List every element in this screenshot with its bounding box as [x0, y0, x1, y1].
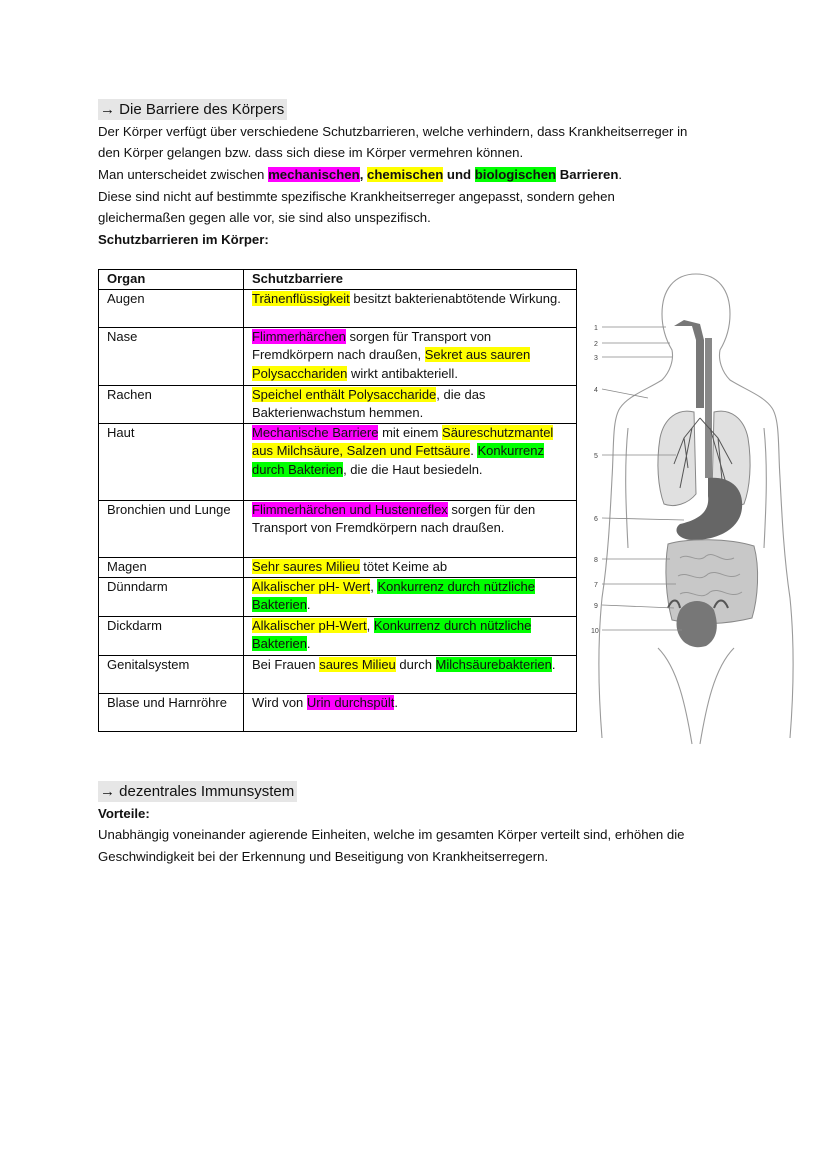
- advantages-subheading: Vorteile:: [98, 806, 150, 821]
- text-segment: .: [618, 167, 623, 182]
- text-segment: sorgen für Transport von Fremdkörpern nach draußen,: [252, 328, 492, 363]
- text-segment: ,: [366, 617, 374, 633]
- table-subheading: Schutzbarrieren im Körper:: [98, 232, 269, 247]
- highlighted-text: Konkurrenz durch nützliche Bakterien: [252, 617, 532, 652]
- table-row: [99, 423, 577, 500]
- section-heading-barrier: → Die Barriere des Körpers: [98, 99, 287, 120]
- figure-label: 7: [594, 582, 598, 589]
- table-row: [99, 655, 577, 693]
- text-segment: .: [394, 694, 398, 710]
- table-row: [99, 385, 577, 423]
- organ-cell: Dickdarm: [99, 616, 244, 655]
- organ-cell: Haut: [99, 423, 244, 500]
- table-row: [99, 557, 577, 577]
- text-segment: wirkt antibakteriell.: [347, 365, 458, 381]
- highlighted-text: Konkurrenz durch Bakterien: [252, 443, 544, 477]
- barrier-cell: [244, 693, 577, 731]
- text-segment: sorgen für den Transport von Fremdkörpern nach draußen.: [252, 501, 536, 536]
- figure-label: 6: [594, 516, 598, 523]
- barrier-cell: [244, 327, 577, 385]
- barrier-cell: [244, 616, 577, 655]
- organ-cell: Magen: [99, 557, 244, 577]
- highlighted-text: Sekret aus sauren Polysacchariden: [252, 347, 531, 381]
- human-body-diagram: [588, 268, 806, 746]
- highlighted-text: Flimmerhärchen und Hustenreflex: [252, 501, 448, 517]
- intro-line-5: gleichermaßen gegen alle vor, sie sind also unspezifisch.: [98, 210, 431, 225]
- pelvic-organ-shape: [677, 601, 717, 647]
- highlighted-text: Alkalischer pH- Wert: [252, 578, 371, 594]
- advantages-line-1: Unabhängig voneinander agierende Einheiten, welche im gesamten Körper verteilt sind, erhöhen die: [98, 827, 685, 842]
- text-segment: Wird von: [252, 694, 307, 710]
- highlighted-text: Alkalischer pH-Wert: [252, 617, 367, 633]
- intro-line-3: [98, 164, 738, 186]
- airway-shape: [674, 320, 704, 408]
- text-segment: Barrieren: [556, 167, 619, 182]
- text-segment: .: [551, 656, 556, 672]
- text-segment: , die das Bakterienwachstum hemmen.: [252, 386, 486, 421]
- text-segment: ,: [370, 578, 378, 594]
- table-row: [99, 500, 577, 557]
- text-segment: .: [306, 597, 311, 613]
- highlighted-text: Urin durchspült: [306, 694, 395, 710]
- intro-line-4: Diese sind nicht auf bestimmte spezifische Krankheitserreger angepasst, sondern gehen: [98, 189, 615, 204]
- text-segment: besitzt bakterienabtötende Wirkung.: [349, 290, 561, 306]
- text-segment: mit einem: [378, 424, 443, 440]
- figure-label: 10: [591, 628, 599, 635]
- barrier-cell: [244, 577, 577, 616]
- advantages-line-2: Geschwindigkeit bei der Erkennung und Beseitigung von Krankheitserregern.: [98, 849, 549, 864]
- term-mechanical: mechanischen: [268, 167, 360, 182]
- esophagus-shape: [705, 338, 712, 478]
- organ-cell: Bronchien und Lunge: [99, 500, 244, 557]
- barrier-cell: [244, 557, 577, 577]
- text-segment: und: [443, 167, 475, 182]
- organ-cell: Rachen: [99, 385, 244, 423]
- text-segment: , die die Haut besiedeln.: [343, 461, 483, 477]
- highlighted-text: Milchsäurebakterien: [435, 656, 552, 672]
- barrier-cell: [244, 385, 577, 423]
- organ-cell: Blase und Harnröhre: [99, 693, 244, 731]
- highlighted-text: Speichel enthält Polysaccharide: [252, 386, 437, 402]
- figure-label: 4: [594, 387, 598, 394]
- figure-label: 3: [594, 355, 598, 362]
- figure-label: 2: [594, 341, 598, 348]
- table-body: [99, 289, 577, 731]
- text-segment: .: [470, 443, 478, 459]
- header-barrier: Schutzbarriere: [244, 270, 577, 290]
- table-row: [99, 616, 577, 655]
- figure-label: 1: [594, 325, 598, 332]
- intro-line-2: den Körper gelangen bzw. dass sich diese im Körper vermehren können.: [98, 145, 524, 160]
- organ-cell: Genitalsystem: [99, 655, 244, 693]
- table-row: [99, 327, 577, 385]
- barrier-cell: [244, 289, 577, 327]
- figure-label: 9: [594, 603, 598, 610]
- organ-cell: Nase: [99, 327, 244, 385]
- text-segment: .: [306, 636, 311, 652]
- barrier-cell: [244, 500, 577, 557]
- table-row: [99, 289, 577, 327]
- highlighted-text: Tränenflüssigkeit: [252, 290, 350, 306]
- term-biological: biologischen: [474, 167, 557, 182]
- barrier-table: [98, 269, 577, 732]
- term-chemical: chemischen: [367, 167, 444, 182]
- left-lung-shape: [658, 411, 696, 505]
- text-segment: tötet Keime ab: [359, 558, 448, 574]
- table-row: [99, 693, 577, 731]
- highlighted-text: Flimmerhärchen: [252, 328, 346, 344]
- organ-cell: Augen: [99, 289, 244, 327]
- highlighted-text: Sehr saures Milieu: [252, 558, 360, 574]
- intro-line-1: Der Körper verfügt über verschiedene Schutzbarrieren, welche verhindern, dass Krankheitserreger in: [98, 124, 688, 139]
- table-row: [99, 577, 577, 616]
- figure-label: 8: [594, 557, 598, 564]
- text-segment: Bei Frauen: [252, 656, 320, 672]
- highlighted-text: Säureschutzmantel aus Milchsäure, Salzen und Fettsäure: [252, 424, 554, 459]
- organ-cell: Dünndarm: [99, 577, 244, 616]
- text-segment: Man unterscheidet zwischen: [98, 167, 269, 182]
- table-header-row: [99, 270, 577, 290]
- figure-label: 5: [594, 453, 598, 460]
- barrier-cell: [244, 423, 577, 500]
- text-segment: durch: [395, 656, 436, 672]
- highlighted-text: saures Milieu: [319, 656, 396, 672]
- highlighted-text: Konkurrenz durch nützliche Bakterien: [252, 578, 535, 613]
- barrier-cell: [244, 655, 577, 693]
- text-segment: ,: [359, 167, 368, 182]
- highlighted-text: Mechanische Barriere: [252, 424, 379, 440]
- section-heading-immune: → dezentrales Immunsystem: [98, 781, 297, 802]
- header-organ: Organ: [99, 270, 244, 290]
